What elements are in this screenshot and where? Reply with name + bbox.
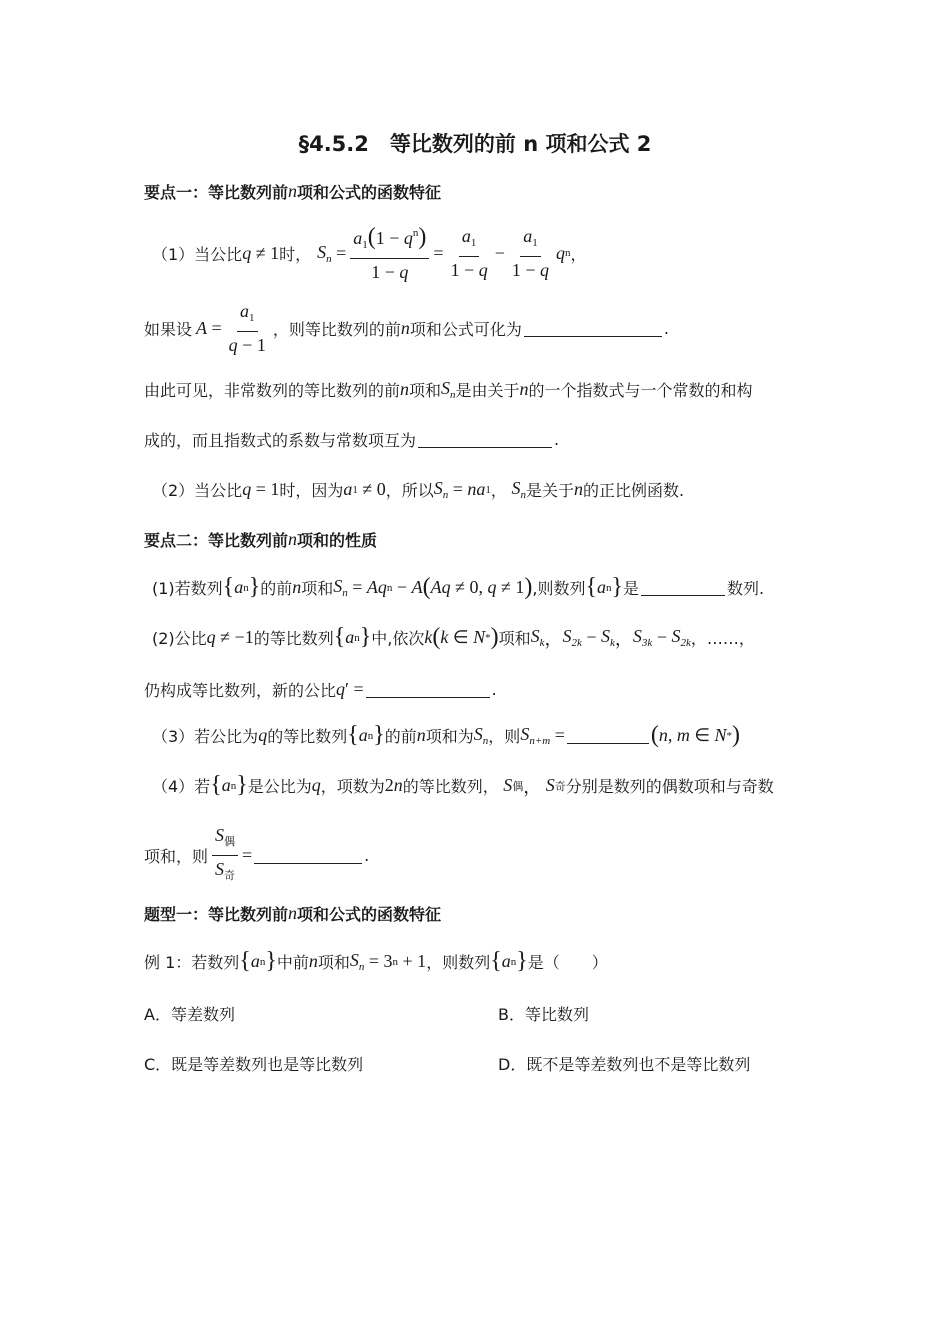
answer-blank[interactable] [254,847,362,864]
formula-sum-q-1: （2）当公比 q = 1 时，因为 a 1 ≠ 0 ，所以 $S_n$ = na 1 ， $S_n$ 是关于 n 的正比例函数. [152,478,685,501]
answer-blank[interactable] [567,727,649,744]
answer-blank[interactable] [366,681,490,698]
option-a[interactable]: A．等差数列 [144,1005,235,1024]
example-1: 例 1：若数列 { a n } 中前 n 项和 $S_n$ = 3 n + 1 ，则数列 { a n } 是（ ） [144,948,608,974]
paragraph: 成的，而且指数式的系数与常数项互为 . [144,430,560,450]
paragraph: 由此可见，非常数列的等比数列的前 n 项和 $S_n$ 是由关于 n 的一个指数式与一个常数的和构 [144,378,753,401]
answer-blank[interactable] [418,431,552,448]
section-heading-3: 题型一：等比数列前 n 项和公式的函数特征 [144,903,442,924]
section-heading-2: 要点二：等比数列前 n 项和的性质 [144,529,378,550]
answer-blank[interactable] [524,320,662,337]
property-3: （3）若公比为 q 的等比数列 { a n } 的前 n 项和为 $S_n$ ，则 $S_{n+m}$ = ( n , m ∈ N * ) [152,722,741,748]
formula-sum-q-not-1: （1）当公比 q ≠ 1 时， $S_n$ = $\frac{a_1(1 - q^n)}{1 - q}$ = $\frac{a_1}{1 - q}$ − $\frac{a_1}{1 - q}$ q n ， [152,224,587,282]
option-c[interactable]: C．既是等差数列也是等比数列 [144,1055,364,1074]
property-1: (1)若数列 { a n } 的前 n 项和 $S_n$ = Aq n − A ( Aq ≠ 0, q ≠ 1 ) ,则数列 { a n } 是 数列. [152,574,765,600]
property-4: （4）若 { a n } 是公比为 q ，项数为 2 n 的等比数列， S 偶 ， S 奇 分别是数列的偶数项和与奇数 [152,772,774,798]
answer-blank[interactable] [641,579,725,596]
page-title: §4.5.2 等比数列的前 n 项和公式 2 [298,132,652,156]
formula-define-A: 如果设 A = $\frac{a_1}{q - 1}$ ，则等比数列的前 n 项和公式可化为 . [144,301,669,355]
property-4-cont: 项和，则 $\frac{S_偶}{S_奇}$ = . [144,825,370,882]
property-2: (2)公比 q ≠ −1 的等比数列 { a n } 中,依次 k ( k ∈ N * ) 项和 $S_k$ ， $S_{2k}$ − $S_k$ ， $S_{3k}$ − $S_{2k}$ ，……， [152,624,755,650]
fraction: $\frac{a_1(1 - q^n)}{1 - q}$ [350,222,429,284]
section-heading-1: 要点一：等比数列前 n 项和公式的函数特征 [144,181,442,202]
property-2-cont: 仍构成等比数列，新的公比 q ′ = . [144,679,497,700]
option-d[interactable]: D．既不是等差数列也不是等比数列 [498,1055,751,1074]
option-b[interactable]: B．等比数列 [498,1005,589,1024]
